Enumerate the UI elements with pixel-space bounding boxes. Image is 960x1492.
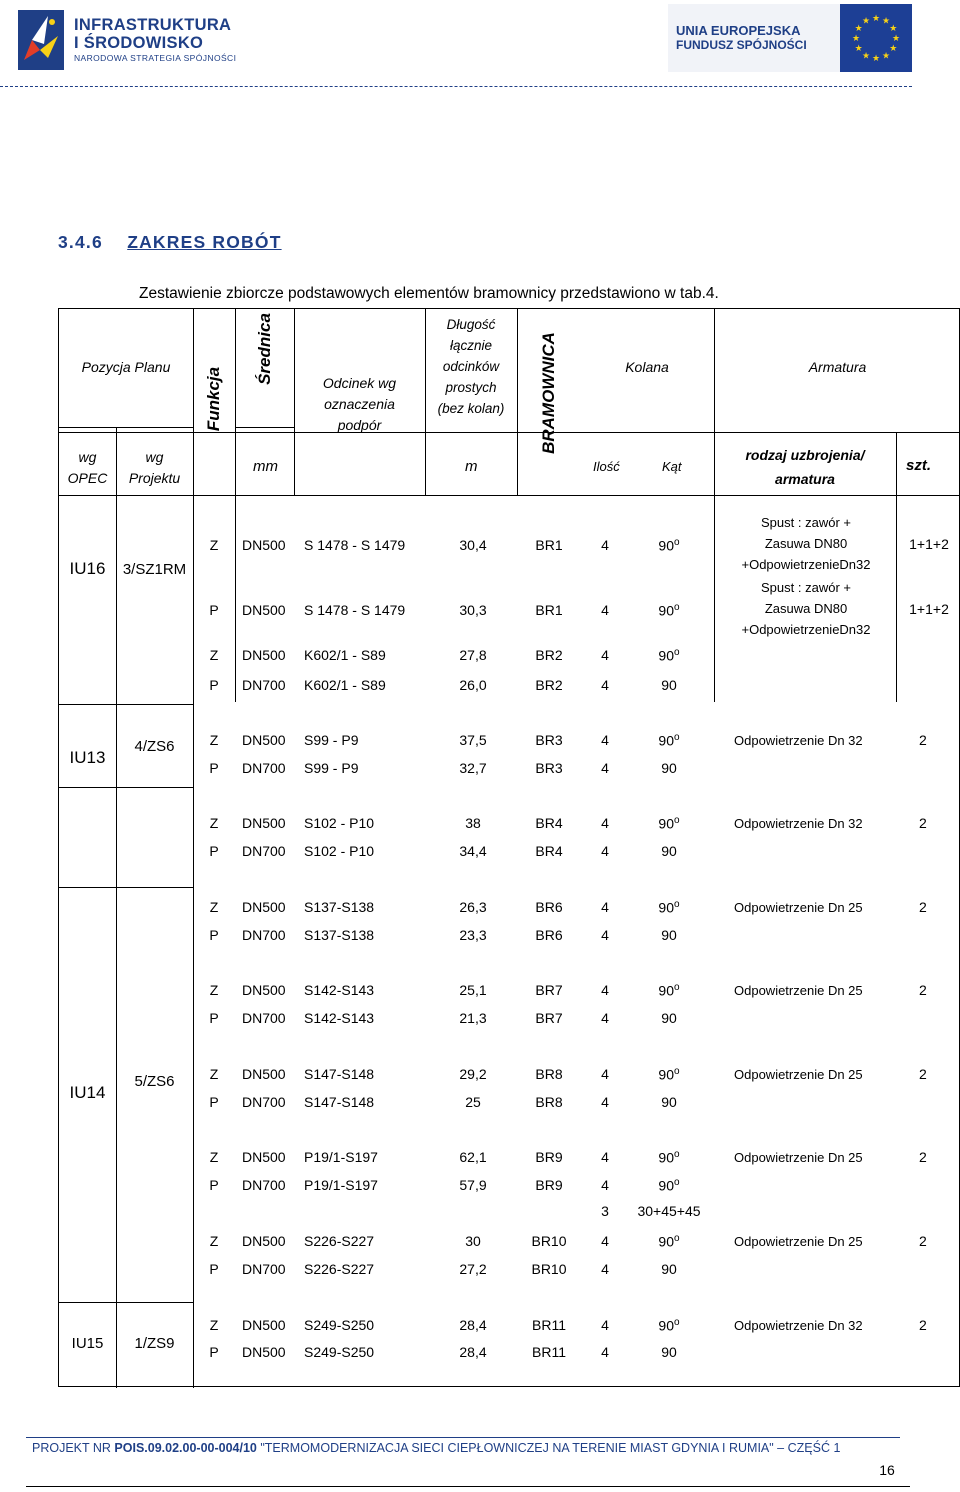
- cell-f: Z: [209, 732, 219, 748]
- position-projekt: 3/SZ1RM: [122, 561, 187, 578]
- cell-o: S137-S138: [304, 899, 375, 915]
- cell-k: 90$^o$: [658, 1317, 680, 1334]
- cell-f: Z: [209, 1066, 219, 1082]
- cell-f: Z: [209, 815, 219, 831]
- header-odcinek-2: oznaczenia: [324, 396, 395, 412]
- position-projekt: 1/ZS9: [134, 1335, 175, 1352]
- degree-mark: o: [674, 647, 680, 658]
- cell-armatura-line: Spust : zawór +: [761, 580, 851, 595]
- cell-f: P: [209, 1094, 219, 1110]
- cell-k: 90: [661, 843, 677, 859]
- cell-d: DN700: [242, 843, 286, 859]
- cell-k: 90$^o$: [658, 815, 680, 832]
- cell-n: 4: [601, 1317, 609, 1333]
- degree-mark: o: [674, 1233, 680, 1244]
- eu-star-icon: ★: [861, 51, 871, 62]
- cell-k: 90$^o$: [658, 537, 680, 554]
- cell-b: BR1: [535, 537, 563, 553]
- cell-o: S249-S250: [304, 1344, 375, 1360]
- position-projekt: 5/ZS6: [134, 1073, 175, 1090]
- section-title: [58, 232, 282, 253]
- cell-armatura: Odpowietrzenie Dn 32: [734, 816, 863, 831]
- eu-flag-icon: [840, 4, 912, 72]
- eu-star-icon: ★: [851, 34, 861, 44]
- cell-n: 4: [601, 1233, 609, 1249]
- cell-n: 4: [601, 1010, 609, 1026]
- cell-l: 25,1: [459, 982, 487, 998]
- cell-f: P: [209, 1344, 219, 1360]
- cell-l: 27,2: [459, 1261, 487, 1277]
- cell-d: DN500: [242, 647, 286, 663]
- header-rodzaj-1: rodzaj uzbrojenia/: [745, 447, 865, 463]
- cell-n2: 3: [601, 1203, 609, 1219]
- cell-d: DN700: [242, 677, 286, 693]
- cell-b: BR10: [531, 1261, 567, 1277]
- cell-f: Z: [209, 899, 219, 915]
- logo-left-line2: I ŚRODOWISKO: [74, 33, 204, 52]
- cell-szt: 2: [919, 1066, 927, 1082]
- header-kolana: Kolana: [625, 359, 669, 375]
- eu-star-icon: ★: [861, 16, 871, 27]
- eu-star-icon: ★: [881, 51, 891, 62]
- degree-mark: o: [674, 1317, 680, 1328]
- cell-l: 28,4: [459, 1344, 487, 1360]
- cell-k: 90: [661, 1344, 677, 1360]
- header-odcinek-1: Odcinek wg: [322, 375, 397, 391]
- cell-armatura: Odpowietrzenie Dn 25: [734, 900, 863, 915]
- cell-l: 27,8: [459, 647, 487, 663]
- header-wg-projektu-2: Projektu: [128, 470, 181, 486]
- cell-l: 57,9: [459, 1177, 487, 1193]
- cell-n: 4: [601, 1149, 609, 1165]
- cell-armatura: Odpowietrzenie Dn 25: [734, 1067, 863, 1082]
- cell-f: P: [209, 1177, 219, 1193]
- cell-k: 90: [661, 760, 677, 776]
- cell-d: DN700: [242, 1177, 286, 1193]
- logo-left-line1: INFRASTRUKTURA: [74, 16, 232, 35]
- cell-o: S226-S227: [304, 1261, 375, 1277]
- cell-n: 4: [601, 1066, 609, 1082]
- cell-f: P: [209, 927, 219, 943]
- degree-mark: o: [674, 602, 680, 613]
- star-logo-icon: [18, 10, 64, 70]
- cell-d: DN500: [242, 1066, 286, 1082]
- cell-o: S226-S227: [304, 1233, 375, 1249]
- cell-b: BR3: [535, 732, 563, 748]
- cell-o: S137-S138: [304, 927, 375, 943]
- cell-k: 90$^o$: [658, 1066, 680, 1083]
- cell-b: BR11: [532, 1344, 566, 1360]
- eu-star-icon: ★: [854, 44, 863, 54]
- cell-szt: 1+1+2: [909, 601, 949, 617]
- cell-o: S102 - P10: [304, 815, 375, 831]
- cell-armatura: Odpowietrzenie Dn 25: [734, 1150, 863, 1165]
- cell-f: P: [209, 602, 219, 618]
- header-armatura: Armatura: [808, 359, 867, 375]
- cell-f: Z: [209, 647, 219, 663]
- cell-d: DN700: [242, 1261, 286, 1277]
- cell-f: P: [209, 760, 219, 776]
- cell-k: 90: [661, 1261, 677, 1277]
- logo-infrastruktura: [18, 8, 258, 72]
- cell-l: 38: [465, 815, 481, 831]
- cell-b: BR9: [535, 1149, 563, 1165]
- cell-f: Z: [209, 537, 219, 553]
- cell-l: 26,3: [459, 899, 487, 915]
- cell-d: DN700: [242, 1094, 286, 1110]
- cell-k: 90$^o$: [658, 982, 680, 999]
- cell-d: DN500: [242, 537, 286, 553]
- footer-text: [32, 1441, 840, 1455]
- cell-szt: 2: [919, 1149, 927, 1165]
- section-title-text: ZAKRES ROBÓT: [127, 232, 282, 252]
- header-szt: szt.: [906, 457, 932, 474]
- cell-o: S147-S148: [304, 1094, 375, 1110]
- cell-f: Z: [209, 1317, 219, 1333]
- cell-l: 26,0: [459, 677, 487, 693]
- degree-mark: o: [674, 537, 680, 548]
- cell-o: S 1478 - S 1479: [304, 602, 406, 618]
- cell-armatura-line: Spust : zawór +: [761, 515, 851, 530]
- degree-mark: o: [674, 1066, 680, 1077]
- cell-d: DN700: [242, 927, 286, 943]
- eu-star-icon: ★: [854, 24, 863, 34]
- cell-n: 4: [601, 732, 609, 748]
- cell-b: BR4: [535, 815, 563, 831]
- cell-b: BR2: [535, 677, 563, 693]
- cell-l: 30,3: [459, 602, 487, 618]
- cell-d: DN500: [242, 602, 286, 618]
- position-opec: IU16: [69, 559, 106, 578]
- section-intro: Zestawienie zbiorcze podstawowych elementów bramownicy przedstawiono w tab.4.: [139, 285, 719, 302]
- cell-b: BR8: [535, 1066, 563, 1082]
- cell-l: 37,5: [459, 732, 487, 748]
- cell-b: BR9: [535, 1177, 563, 1193]
- cell-o: S142-S143: [304, 1010, 375, 1026]
- header-dlugosc-4: prostych: [445, 380, 497, 395]
- degree-mark: o: [674, 899, 680, 910]
- header-dlugosc-3: odcinków: [442, 359, 500, 374]
- cell-n: 4: [601, 1177, 609, 1193]
- cell-l: 62,1: [459, 1149, 487, 1165]
- cell-l: 21,3: [459, 1010, 487, 1026]
- cell-armatura-line: +OdpowietrzenieDn32: [741, 557, 871, 572]
- cell-k: 90: [661, 1094, 677, 1110]
- cell-szt: 2: [919, 1233, 927, 1249]
- cell-k: 90$^o$: [658, 732, 680, 749]
- position-opec: IU13: [69, 748, 106, 767]
- cell-n: 4: [601, 537, 609, 553]
- cell-szt: 1+1+2: [909, 536, 949, 552]
- cell-n: 4: [601, 1344, 609, 1360]
- cell-armatura: Odpowietrzenie Dn 32: [734, 1318, 863, 1333]
- cell-o: K602/1 - S89: [304, 647, 386, 663]
- cell-b: BR8: [535, 1094, 563, 1110]
- header-kat: Kąt: [662, 459, 682, 474]
- cell-n: 4: [601, 982, 609, 998]
- cell-b: BR10: [531, 1233, 567, 1249]
- cell-o: K602/1 - S89: [304, 677, 386, 693]
- header-ilosc: Ilość: [593, 459, 620, 474]
- cell-n: 4: [601, 602, 609, 618]
- cell-n: 4: [601, 647, 609, 663]
- cell-k: 90$^o$: [658, 1177, 680, 1194]
- cell-o: S102 - P10: [304, 843, 375, 859]
- cell-l: 34,4: [459, 843, 487, 859]
- eu-star-icon: ★: [891, 34, 901, 44]
- header-dlugosc-1: Długość: [446, 317, 496, 332]
- cell-d: DN500: [242, 899, 286, 915]
- cell-d: DN700: [242, 1010, 286, 1026]
- cell-f: P: [209, 677, 219, 693]
- cell-n: 4: [601, 760, 609, 776]
- degree-mark: o: [674, 982, 680, 993]
- cell-k: 90$^o$: [658, 647, 680, 664]
- position-opec: IU14: [69, 1083, 106, 1102]
- cell-l: 28,4: [459, 1317, 487, 1333]
- cell-o: P19/1-S197: [304, 1177, 378, 1193]
- cell-l: 25: [465, 1094, 481, 1110]
- cell-f: Z: [209, 982, 219, 998]
- degree-mark: o: [674, 732, 680, 743]
- cell-b: BR7: [535, 982, 563, 998]
- cell-armatura-line: Zasuwa DN80: [764, 536, 848, 551]
- header-divider: [0, 86, 912, 87]
- cell-k: 90: [661, 927, 677, 943]
- cell-o: S142-S143: [304, 982, 375, 998]
- cell-d: DN500: [242, 1149, 286, 1165]
- cell-k2: 30+45+45: [637, 1203, 701, 1219]
- cell-k: 90: [661, 677, 677, 693]
- degree-mark: o: [674, 1149, 680, 1160]
- footer-divider: [26, 1437, 900, 1438]
- header-bramownica: BRAMOWNICA: [539, 332, 558, 454]
- degree-mark: o: [674, 1177, 680, 1188]
- cell-l: 32,7: [459, 760, 487, 776]
- cell-f: Z: [209, 1149, 219, 1165]
- cell-d: DN500: [242, 982, 286, 998]
- cell-o: S 1478 - S 1479: [304, 537, 406, 553]
- cell-k: 90: [661, 1010, 677, 1026]
- cell-b: BR3: [535, 760, 563, 776]
- header-rodzaj-2: armatura: [775, 471, 835, 487]
- eu-star-icon: ★: [871, 14, 881, 24]
- scope-table: [58, 308, 960, 1387]
- header-wg-opec-1: wg: [78, 449, 97, 465]
- cell-b: BR6: [535, 899, 563, 915]
- cell-d: DN500: [242, 1233, 286, 1249]
- eu-star-icon: ★: [871, 54, 881, 64]
- cell-d: DN700: [242, 760, 286, 776]
- cell-o: S249-S250: [304, 1317, 375, 1333]
- header-dlugosc-2: łącznie: [449, 338, 493, 353]
- cell-szt: 2: [919, 1317, 927, 1333]
- footer-prefix: PROJEKT NR: [32, 1441, 115, 1455]
- cell-k: 90$^o$: [658, 602, 680, 619]
- cell-f: P: [209, 1261, 219, 1277]
- cell-b: BR2: [535, 647, 563, 663]
- cell-l: 30: [465, 1233, 481, 1249]
- cell-o: S99 - P9: [304, 760, 359, 776]
- header-srednica-unit: mm: [253, 458, 278, 475]
- header-dlugosc-unit: m: [465, 458, 478, 475]
- cell-f: P: [209, 1010, 219, 1026]
- cell-o: S99 - P9: [304, 732, 359, 748]
- logo-right-line1: UNIA EUROPEJSKA: [676, 22, 801, 38]
- eu-star-icon: ★: [881, 16, 891, 27]
- position-opec: IU15: [71, 1335, 104, 1352]
- cell-n: 4: [601, 1261, 609, 1277]
- section-number: 3.4.6: [58, 232, 103, 252]
- cell-d: DN500: [242, 815, 286, 831]
- header-dlugosc-5: (bez kolan): [437, 401, 505, 416]
- cell-b: BR11: [532, 1317, 566, 1333]
- cell-armatura-line: +OdpowietrzenieDn32: [741, 622, 871, 637]
- cell-n: 4: [601, 843, 609, 859]
- cell-armatura-line: Zasuwa DN80: [764, 601, 848, 616]
- cell-k: 90$^o$: [658, 899, 680, 916]
- cell-o: S147-S148: [304, 1066, 375, 1082]
- cell-n: 4: [601, 927, 609, 943]
- cell-b: BR6: [535, 927, 563, 943]
- cell-b: BR1: [535, 602, 563, 618]
- eu-star-icon: ★: [889, 24, 898, 34]
- eu-star-icon: ★: [889, 44, 898, 54]
- header-wg-projektu-1: wg: [145, 449, 164, 465]
- cell-b: BR7: [535, 1010, 563, 1026]
- cell-d: DN500: [242, 1344, 286, 1360]
- header-funkcja: Funkcja: [204, 366, 223, 432]
- cell-f: Z: [209, 1233, 219, 1249]
- header-pozycja-planu: Pozycja Planu: [81, 359, 171, 375]
- cell-n: 4: [601, 1094, 609, 1110]
- cell-n: 4: [601, 677, 609, 693]
- cell-armatura: Odpowietrzenie Dn 25: [734, 1234, 863, 1249]
- logo-unia-europejska: [668, 4, 912, 72]
- degree-mark: o: [674, 815, 680, 826]
- cell-l: 30,4: [459, 537, 487, 553]
- cell-armatura: Odpowietrzenie Dn 32: [734, 733, 863, 748]
- logo-right-line2: FUNDUSZ SPÓJNOŚCI: [676, 37, 807, 52]
- cell-szt: 2: [919, 982, 927, 998]
- cell-armatura: Odpowietrzenie Dn 25: [734, 983, 863, 998]
- header-odcinek-3: podpór: [337, 417, 382, 433]
- cell-szt: 2: [919, 815, 927, 831]
- header-srednica: Średnica: [255, 313, 274, 385]
- cell-l: 23,3: [459, 927, 487, 943]
- cell-szt: 2: [919, 732, 927, 748]
- page-number: 16: [879, 1462, 895, 1478]
- footer-project-no: POIS.09.02.00-00-004/10: [114, 1441, 257, 1455]
- cell-n: 4: [601, 815, 609, 831]
- header-wg-opec-2: OPEC: [67, 470, 108, 486]
- logo-left-line3: NARODOWA STRATEGIA SPÓJNOŚCI: [74, 52, 237, 63]
- cell-f: P: [209, 843, 219, 859]
- position-projekt: 4/ZS6: [134, 738, 175, 755]
- cell-k: 90$^o$: [658, 1149, 680, 1166]
- cell-b: BR4: [535, 843, 563, 859]
- page-bottom-line: [26, 1486, 910, 1487]
- cell-d: DN500: [242, 1317, 286, 1333]
- footer-rest: "TERMOMODERNIZACJA SIECI CIEPŁOWNICZEJ NA TERENIE MIAST GDYNIA I RUMIA" – CZĘŚĆ 1: [256, 1441, 841, 1455]
- cell-o: P19/1-S197: [304, 1149, 378, 1165]
- cell-n: 4: [601, 899, 609, 915]
- cell-szt: 2: [919, 899, 927, 915]
- cell-d: DN500: [242, 732, 286, 748]
- cell-k: 90$^o$: [658, 1233, 680, 1250]
- cell-l: 29,2: [459, 1066, 487, 1082]
